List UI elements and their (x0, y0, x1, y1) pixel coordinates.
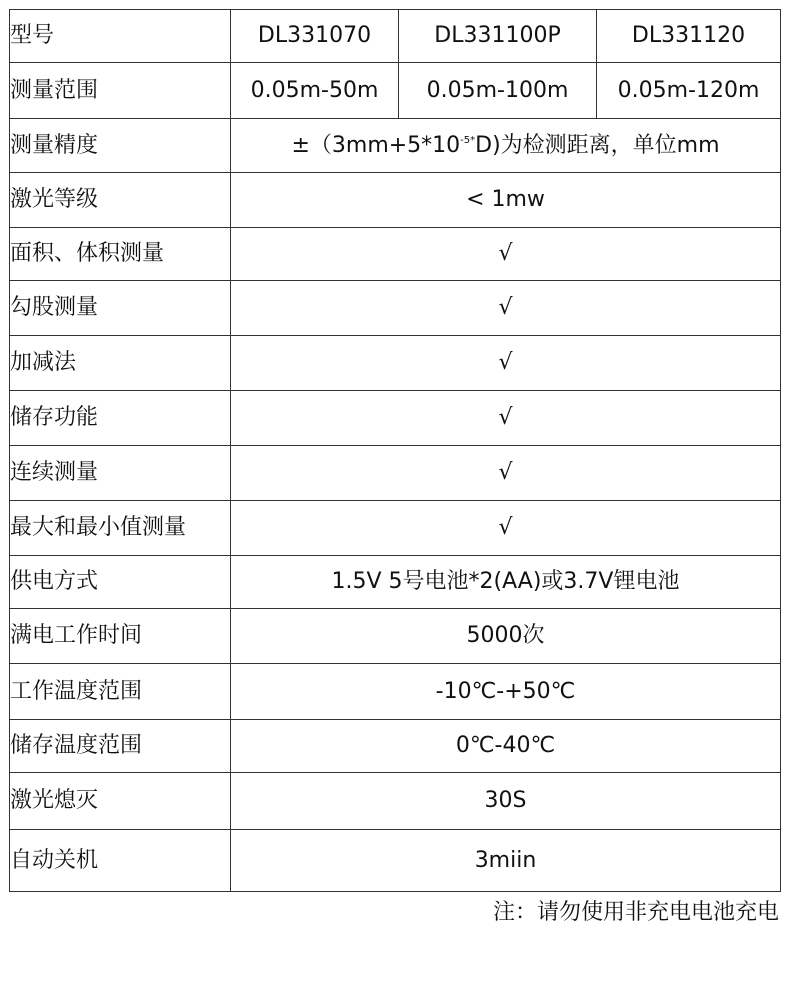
check-mark: √ (231, 501, 781, 556)
row-label: 面积、体积测量 (10, 228, 231, 281)
table-row (10, 720, 781, 773)
table-row (10, 336, 781, 391)
range-dl331100p: 0.05m-100m (399, 63, 597, 119)
row-value: -10℃-+50℃ (231, 664, 781, 720)
table-row (10, 228, 781, 281)
table-row (10, 446, 781, 501)
check-mark: √ (231, 446, 781, 501)
row-label: 自动关机 (10, 830, 231, 892)
accuracy-suffix: D)为检测距离，单位mm (475, 132, 720, 158)
accuracy-label: 测量精度 (10, 119, 231, 173)
row-value: 3miin (231, 830, 781, 892)
table-row (10, 830, 781, 892)
row-label: 最大和最小值测量 (10, 501, 231, 556)
row-label: 供电方式 (10, 556, 231, 609)
table-row (10, 556, 781, 609)
table-row (10, 664, 781, 720)
row-label: 加减法 (10, 336, 231, 391)
accuracy-exponent: -5* (460, 134, 476, 146)
check-mark: √ (231, 391, 781, 446)
table-row (10, 281, 781, 336)
check-mark: √ (231, 228, 781, 281)
spec-table (9, 9, 781, 892)
row-label: 激光熄灭 (10, 773, 231, 830)
table-row (10, 391, 781, 446)
row-label: 激光等级 (10, 173, 231, 228)
row-label: 工作温度范围 (10, 664, 231, 720)
model-dl331100p: DL331100P (399, 10, 597, 63)
check-mark: √ (231, 281, 781, 336)
model-dl331120: DL331120 (597, 10, 781, 63)
model-label: 型号 (10, 10, 231, 63)
table-row (10, 173, 781, 228)
row-label: 满电工作时间 (10, 609, 231, 664)
row-label: 储存功能 (10, 391, 231, 446)
range-dl331120: 0.05m-120m (597, 63, 781, 119)
row-label: 储存温度范围 (10, 720, 231, 773)
accuracy-value (231, 119, 781, 173)
row-value: 30S (231, 773, 781, 830)
range-label: 测量范围 (10, 63, 231, 119)
footnote: 注：请勿使用非充电电池充电 (492, 900, 779, 925)
table-row-model (10, 10, 781, 63)
row-value: 5000次 (231, 609, 781, 664)
row-value: 1.5V 5号电池*2(AA)或3.7V锂电池 (231, 556, 781, 609)
row-value: 0℃-40℃ (231, 720, 781, 773)
row-value: < 1mw (231, 173, 781, 228)
table-row-accuracy (10, 119, 781, 173)
row-label: 连续测量 (10, 446, 231, 501)
range-dl331070: 0.05m-50m (231, 63, 399, 119)
table-row (10, 773, 781, 830)
check-mark: √ (231, 336, 781, 391)
table-row (10, 501, 781, 556)
table-row (10, 609, 781, 664)
accuracy-prefix: ±（3mm+5*10 (291, 132, 461, 158)
row-label: 勾股测量 (10, 281, 231, 336)
table-row-range (10, 63, 781, 119)
model-dl331070: DL331070 (231, 10, 399, 63)
